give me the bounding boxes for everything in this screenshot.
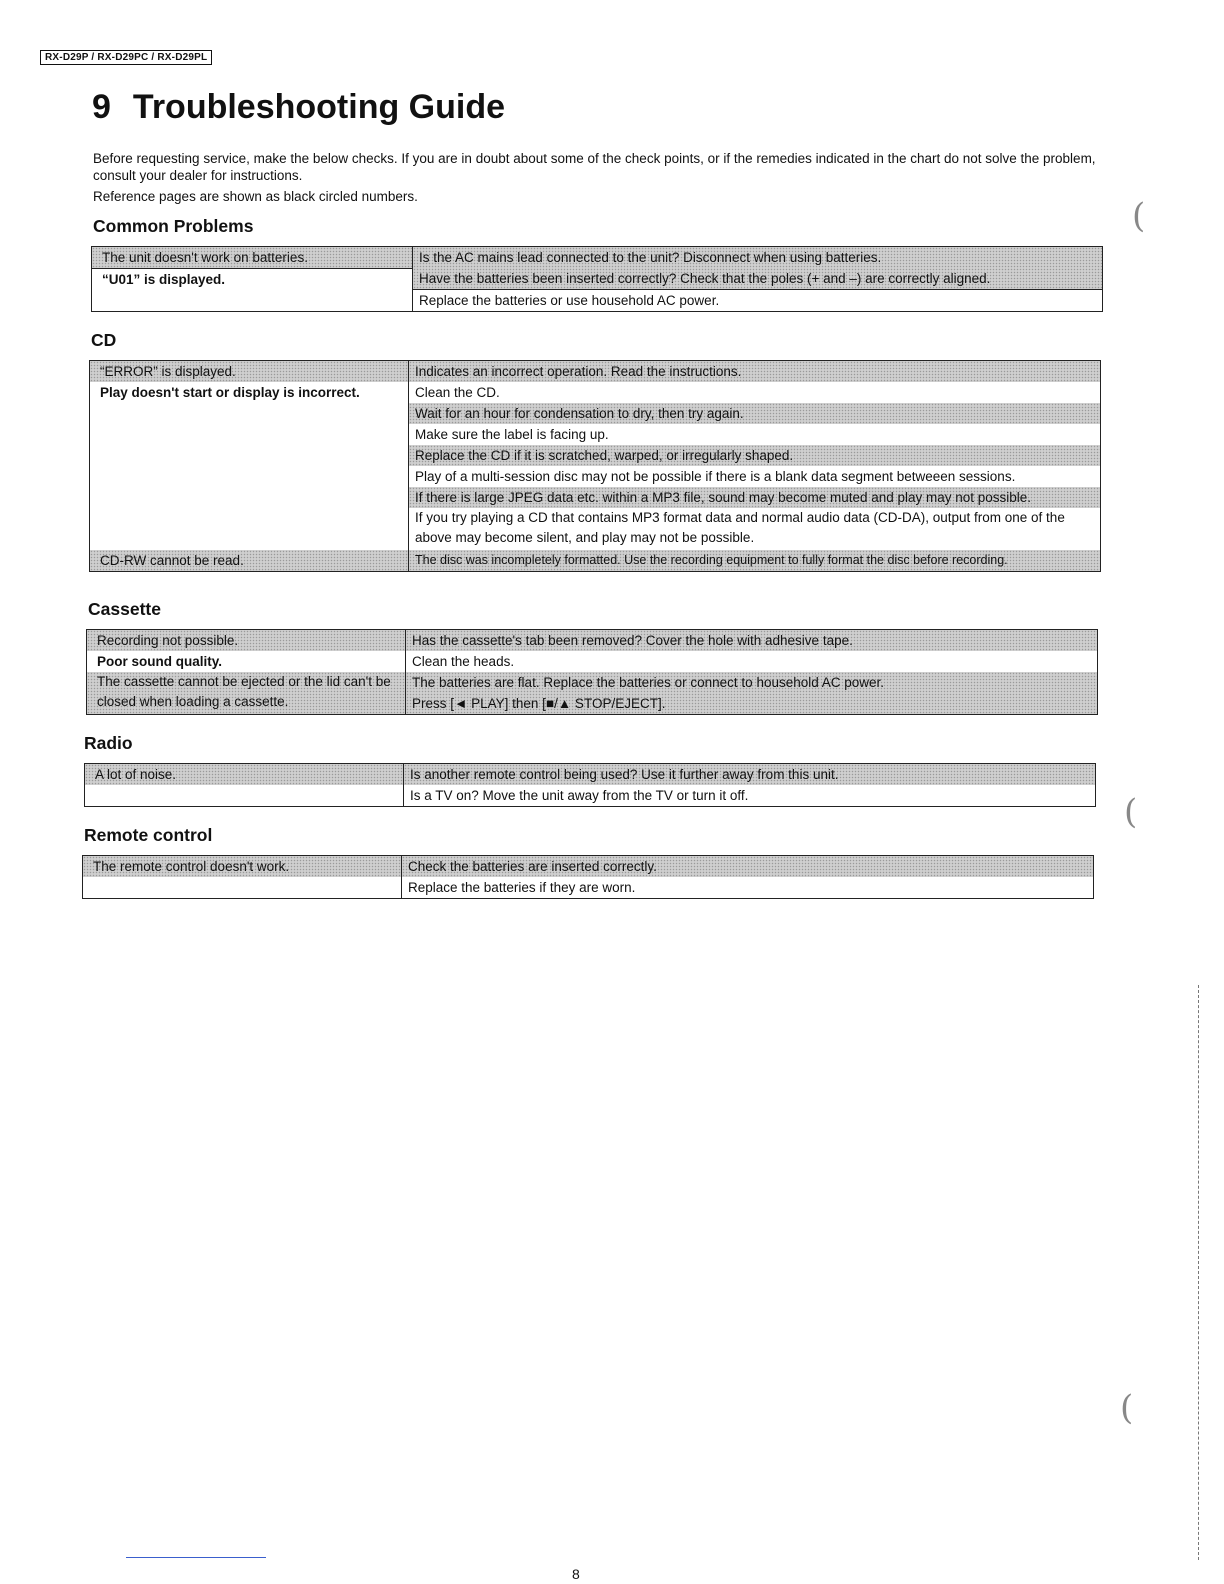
chapter-number: 9 [92, 88, 111, 126]
binder-hole-mark: ( [1132, 196, 1146, 236]
remedy-cell: Check the batteries are inserted correctly. [402, 856, 1093, 877]
remedy-cell: Have the batteries been inserted correctly? Check that the poles (+ and –) are correctly aligned. [413, 268, 1102, 289]
troubleshooting-table-cassette [86, 629, 1098, 715]
troubleshooting-table-remote [82, 855, 1094, 899]
remedy-cell: Make sure the label is facing up. [415, 427, 609, 442]
remedy-cell: Has the cassette's tab been removed? Cover the hole with adhesive tape. [406, 630, 1097, 651]
troubleshooting-table-cd [89, 360, 1101, 572]
remedy-cell: Indicates an incorrect operation. Read the instructions. [409, 361, 1100, 382]
troubleshooting-table-radio [84, 763, 1096, 807]
intro-paragraph: Before requesting service, make the below checks. If you are in doubt about some of the check points, or if the remedies indicated in the chart do not solve the problem, consult your dealer for instructions. [93, 151, 1096, 183]
remedy-cell: Clean the heads. [412, 654, 515, 669]
page-edge-line [1198, 985, 1199, 1560]
model-numbers: RX-D29P / RX-D29PC / RX-D29PL [40, 50, 212, 65]
intro-text [93, 150, 1113, 205]
intro-paragraph: Reference pages are shown as black circled numbers. [93, 189, 418, 204]
remedy-cell: Replace the batteries if they are worn. [408, 880, 636, 895]
cause-cell: The remote control doesn't work. [83, 856, 401, 877]
cause-cell: Recording not possible. [87, 630, 405, 651]
section-heading-radio: Radio [84, 733, 133, 753]
cause-cell: “U01” is displayed. [92, 268, 412, 290]
cause-cell: CD-RW cannot be read. [90, 550, 408, 571]
footer-rule [126, 1557, 266, 1558]
remedy-cell: Clean the CD. [415, 385, 500, 400]
section-heading-common: Common Problems [93, 216, 254, 236]
remedy-cell: Is the AC mains lead connected to the unit? Disconnect when using batteries. [413, 247, 1102, 268]
cause-column [92, 247, 413, 312]
remedy-cell: Replace the batteries or use household AC power. [413, 289, 1102, 311]
remedy-cell: If you try playing a CD that contains MP3 format data and normal audio data (CD-DA), output from one of the above may become silent, and play may not be possible. [415, 510, 1065, 545]
remedy-cell: Wait for an hour for condensation to dry, then try again. [409, 403, 1100, 424]
troubleshooting-table-common [91, 246, 1103, 312]
cause-column [87, 630, 406, 715]
cause-cell: A lot of noise. [85, 764, 403, 785]
remedy-cell: Replace the CD if it is scratched, warped, or irregularly shaped. [409, 445, 1100, 466]
section-heading-cassette: Cassette [88, 599, 161, 619]
remedy-cell: Is another remote control being used? Use it further away from this unit. [404, 764, 1095, 785]
remedy-cell: Is a TV on? Move the unit away from the TV or turn it off. [410, 788, 749, 803]
remedy-column [402, 856, 1094, 899]
cause-cell: Poor sound quality. [97, 654, 223, 669]
remedy-column [413, 247, 1103, 312]
cause-cell: Play doesn't start or display is incorrect. [100, 385, 360, 400]
title-text: Troubleshooting Guide [132, 88, 506, 126]
binder-hole-mark: ( [1124, 792, 1138, 832]
cause-column [90, 361, 409, 572]
remedy-cell: If there is large JPEG data etc. within a MP3 file, sound may become muted and play may not possible. [409, 487, 1100, 508]
cause-column [85, 764, 404, 807]
remedy-column [404, 764, 1096, 807]
binder-hole-mark: ( [1120, 1388, 1134, 1428]
cause-cell: The cassette cannot be ejected or the lid can't be closed when loading a cassette. [87, 672, 405, 714]
remedy-cell: Play of a multi-session disc may not be possible if there is a blank data segment betweeen sessions. [415, 469, 1016, 484]
remedy-cell: Press [◄ PLAY] then [■/▲ STOP/EJECT]. [406, 693, 1097, 714]
remedy-column [406, 630, 1098, 715]
page-number: 8 [572, 1566, 580, 1582]
remedy-cell: The disc was incompletely formatted. Use the recording equipment to fully format the disc before recording. [409, 550, 1100, 571]
cause-cell: The unit doesn't work on batteries. [92, 247, 412, 268]
cause-column [83, 856, 402, 899]
remedy-column [409, 361, 1101, 572]
remedy-cell: The batteries are flat. Replace the batteries or connect to household AC power. [406, 672, 1097, 693]
page-title [92, 88, 505, 127]
section-heading-cd: CD [91, 330, 117, 350]
section-heading-remote: Remote control [84, 825, 213, 845]
cause-cell: “ERROR” is displayed. [90, 361, 408, 382]
